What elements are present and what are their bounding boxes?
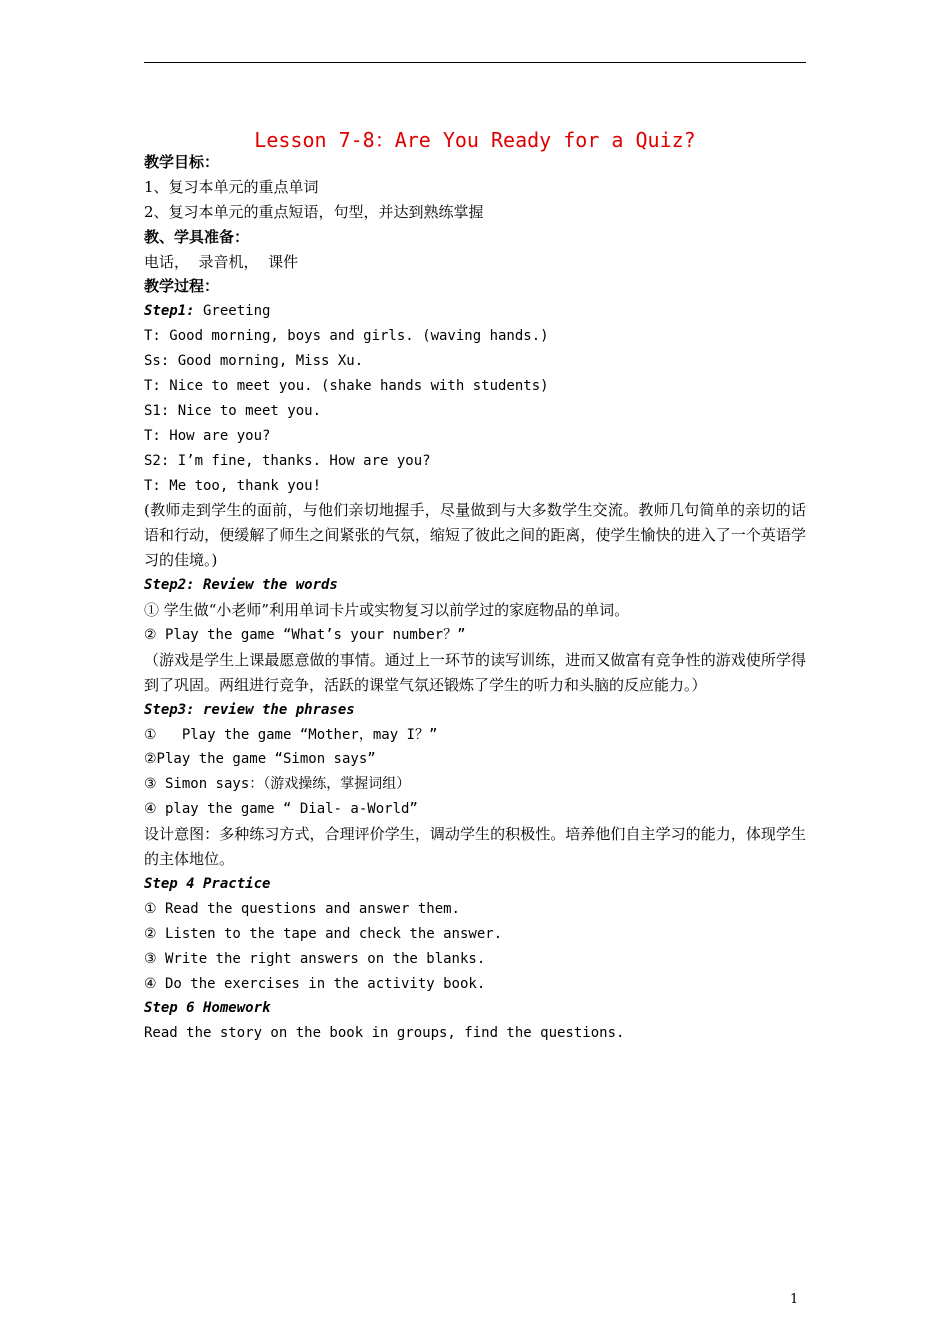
materials-text: 电话， 录音机， 课件 xyxy=(144,252,299,271)
step6-text: Read the story on the book in groups, find the questions. xyxy=(144,1025,625,1042)
materials-heading: 教、学具准备： xyxy=(144,227,250,246)
step4-item: ③ Write the right answers on the blanks. xyxy=(144,950,486,967)
step3-note: 设计意图：多种练习方式，合理评价学生，调动学生的积极性。培养他们自主学习的能力，体现学生的主体地位。 xyxy=(144,825,806,869)
objective-item: 1、复习本单元的重点单词 xyxy=(144,177,319,196)
objectives-heading: 教学目标： xyxy=(144,153,220,171)
step1-note: (教师走到学生的面前，与他们亲切地握手，尽量做到与大多数学生交流。教师几句简单的亲切的话语和行动，便缓解了师生之间紧张的气氛，缩短了彼此之间的距离，使学生愉快的进入了一个英语学习的佳境。) xyxy=(144,501,806,570)
dialogue-line: T: Nice to meet you. (shake hands with students) xyxy=(144,378,549,395)
step1-label: Step1: xyxy=(144,303,195,320)
step3-item: ① Play the game “Mother，may I？” xyxy=(144,726,438,743)
step3-item: ③ Simon says：（游戏操练，掌握词组） xyxy=(144,776,411,793)
step2-heading: Step2: Review the words xyxy=(144,577,338,594)
step2-item: ② Play the game “What’s your number？” xyxy=(144,626,466,643)
step3-item: ②Play the game “Simon says” xyxy=(144,751,376,768)
lesson-content xyxy=(144,150,806,1046)
dialogue-line: Ss: Good morning, Miss Xu. xyxy=(144,353,364,370)
step2-note: （游戏是学生上课最愿意做的事情。通过上一环节的读写训练，进而又做富有竞争性的游戏使所学得到了巩固。两组进行竞争，活跃的课堂气氛还锻炼了学生的听力和头脑的反应能力。） xyxy=(144,650,806,694)
header-rule xyxy=(144,62,806,63)
step1-heading xyxy=(144,299,806,324)
step4-item: ① Read the questions and answer them. xyxy=(144,900,460,917)
dialogue-line: S2: I’m fine, thanks. How are you? xyxy=(144,452,431,469)
step6-heading: Step 6 Homework xyxy=(144,1000,271,1017)
objective-item: 2、复习本单元的重点短语，句型，并达到熟练掌握 xyxy=(144,202,484,221)
dialogue-line: T: How are you? xyxy=(144,427,271,444)
step1-name: Greeting xyxy=(194,303,271,320)
page-number: 1 xyxy=(790,1292,799,1307)
dialogue-line: S1: Nice to meet you. xyxy=(144,402,322,419)
step4-item: ④ Do the exercises in the activity book. xyxy=(144,975,486,992)
step4-item: ② Listen to the tape and check the answer. xyxy=(144,925,503,942)
step3-item: ④ play the game “ Dial- a-World” xyxy=(144,801,418,818)
step4-heading: Step 4 Practice xyxy=(144,875,271,892)
step2-item: ① 学生做“小老师”利用单词卡片或实物复习以前学过的家庭物品的单词。 xyxy=(144,601,630,620)
page-title: Lesson 7-8：Are You Ready for a Quiz? xyxy=(254,128,696,152)
dialogue-line: T: Me too, thank you! xyxy=(144,477,322,494)
dialogue-line: T: Good morning, boys and girls. (waving hands.) xyxy=(144,328,549,345)
step3-heading: Step3: review the phrases xyxy=(144,701,355,718)
process-heading: 教学过程： xyxy=(144,277,220,296)
